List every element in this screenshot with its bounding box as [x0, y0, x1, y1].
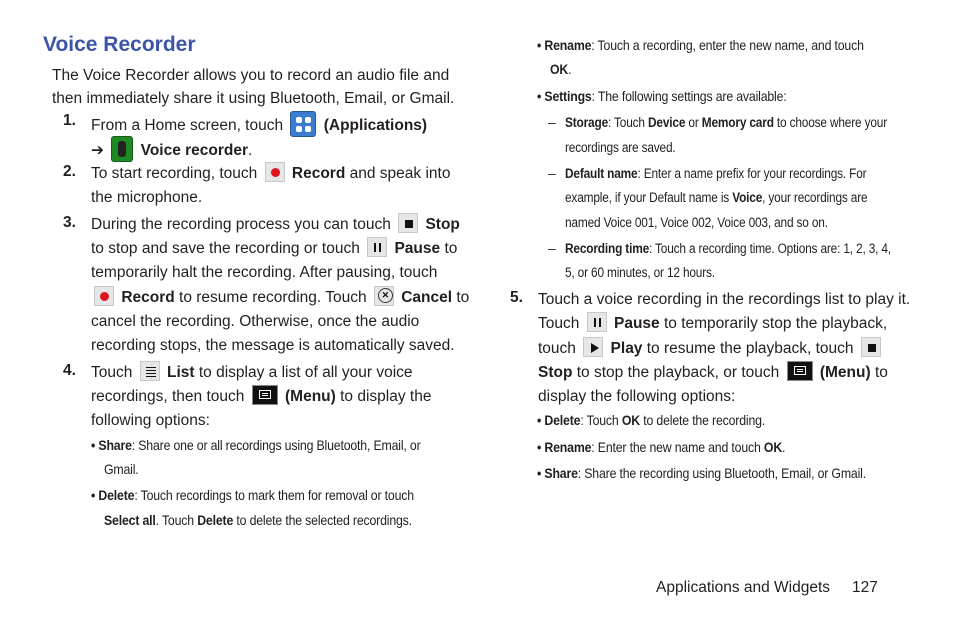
step-1-voice-recorder-label: Voice recorder — [140, 142, 249, 159]
rename-text: : Enter the new name and touch — [591, 439, 761, 455]
arrow-icon: ➔ — [91, 142, 104, 159]
step-2-text-2: and speak into — [349, 165, 451, 182]
delete-label: Delete — [98, 487, 135, 503]
dash: – — [548, 165, 556, 181]
menu-icon — [787, 361, 813, 381]
delete-text-2: . Touch — [155, 512, 194, 528]
storage-text-4: recordings are saved. — [565, 140, 676, 155]
recording-time-text: : Touch a recording time. Options are: 1, 2, 3, 4, — [649, 241, 891, 256]
step-3-line-1 — [91, 213, 460, 237]
record-icon — [94, 286, 114, 306]
record-label: Record — [121, 289, 175, 306]
default-name-text: : Enter a name prefix for your recordings. For — [637, 166, 867, 181]
step-2-line-2: the microphone. — [91, 189, 203, 206]
step-1-text: From a Home screen, touch — [91, 117, 284, 134]
rename-text: : Touch a recording, enter the new name, and touch — [591, 37, 864, 53]
storage-line-2 — [565, 135, 691, 160]
period: . — [782, 439, 786, 455]
page-number: 127 — [852, 579, 878, 596]
stop-label: Stop — [425, 216, 460, 233]
intro-line-2: then immediately share it using Bluetooth, Email, or Gmail. — [52, 90, 455, 107]
delete-text: : Touch — [580, 412, 619, 428]
step-3-number: 3. — [63, 214, 76, 231]
storage-line-1 — [565, 110, 931, 135]
pause-icon — [367, 237, 387, 257]
step-3-text-4: to resume recording. Touch — [179, 289, 367, 306]
step-4-text: Touch — [91, 364, 133, 381]
option-delete-line-1 — [91, 483, 458, 508]
share-label: Share — [544, 465, 578, 481]
step-3-line-4 — [91, 286, 469, 310]
recording-time-line-2 — [565, 260, 735, 285]
rename-label: Rename — [544, 37, 592, 53]
step-4-text-4: to display the — [340, 388, 432, 405]
bullet: • — [537, 465, 542, 481]
option-rename-line-1 — [537, 33, 908, 58]
step-5-line-1: Touch a voice recording in the recordings list to play it. — [538, 291, 911, 308]
step-3-line-2 — [91, 237, 457, 261]
record-icon — [265, 162, 285, 182]
list-label: List — [167, 364, 195, 381]
step-1-number: 1. — [63, 112, 76, 129]
step-3-text-3: to — [444, 240, 458, 257]
cancel-icon — [374, 286, 394, 306]
step-4-number: 4. — [63, 362, 76, 379]
bullet: • — [537, 88, 542, 104]
step-1-line-1 — [91, 111, 427, 138]
default-name-text-4: named Voice 001, Voice 002, Voice 003, and so on. — [565, 215, 828, 230]
step-3-text-2: to stop and save the recording or touch — [91, 240, 360, 257]
step-5-line-5: display the following options: — [538, 388, 736, 405]
storage-text-3: to choose where your — [776, 115, 887, 130]
settings-label: Settings — [544, 88, 592, 104]
intro-line-1: The Voice Recorder allows you to record an audio file and — [52, 67, 450, 84]
pause-label: Pause — [614, 315, 660, 332]
delete-text-3: to delete the selected recordings. — [236, 512, 412, 528]
step-2-text: To start recording, touch — [91, 165, 258, 182]
step-2-number: 2. — [63, 163, 76, 180]
voice-recorder-icon — [111, 136, 133, 162]
default-name-text-3: , your recordings are — [762, 190, 868, 205]
step-4-line-2 — [91, 385, 431, 409]
share-text: : Share the recording using Bluetooth, Email, or Gmail. — [577, 465, 866, 481]
menu-icon — [252, 385, 278, 405]
default-name-label: Default name — [565, 166, 638, 181]
step-5-text-4: to resume the playback, touch — [646, 340, 854, 357]
ok-label: OK — [621, 412, 641, 428]
share-text: : Share one or all recordings using Bluetooth, Email, or — [131, 437, 421, 453]
step-5-text-5: to stop the playback, or touch — [576, 364, 780, 381]
play-label: Play — [610, 340, 643, 357]
dash: – — [548, 240, 556, 256]
recording-time-label: Recording time — [565, 241, 650, 256]
option-share-line-2 — [104, 457, 143, 482]
step-3-text-5: to — [456, 289, 470, 306]
step-5-text-3: touch — [538, 340, 576, 357]
bullet: • — [537, 37, 542, 53]
pause-label: Pause — [394, 240, 441, 257]
period: . — [568, 61, 572, 77]
step-1-applications-label: (Applications) — [323, 117, 428, 134]
step-2-line-1 — [91, 162, 450, 186]
delete-text: : Touch recordings to mark them for removal or touch — [134, 487, 414, 503]
storage-text-2: or — [688, 115, 699, 130]
pause-icon — [587, 312, 607, 332]
menu-label: (Menu) — [819, 364, 871, 381]
storage-label: Storage — [565, 115, 609, 130]
step-1-line-2 — [91, 136, 252, 163]
play-icon — [583, 337, 603, 357]
step-4-line-1 — [91, 361, 413, 385]
voice-label: Voice — [732, 190, 763, 205]
step-5-line-2 — [538, 312, 887, 336]
step-4-line-3: following options: — [91, 412, 210, 429]
memory-card-label: Memory card — [701, 115, 774, 130]
option5-rename — [537, 435, 819, 460]
bullet: • — [91, 437, 96, 453]
share-label: Share — [98, 437, 132, 453]
option5-share — [537, 461, 911, 486]
recording-time-text-2: 5, or 60 minutes, or 12 hours. — [565, 265, 715, 280]
rename-label: Rename — [544, 439, 592, 455]
page-title: Voice Recorder — [43, 33, 196, 56]
ok-label: OK — [763, 439, 783, 455]
record-label: Record — [291, 165, 346, 182]
menu-label: (Menu) — [285, 388, 336, 405]
select-all-label: Select all — [104, 512, 156, 528]
list-icon — [140, 361, 160, 381]
recording-time-line-1 — [565, 236, 935, 261]
delete-label-2: Delete — [197, 512, 234, 528]
step-4-text-2: to display a list of all your voice — [198, 364, 413, 381]
ok-label: OK — [550, 61, 569, 77]
step-5-text-2: to temporarily stop the playback, — [663, 315, 888, 332]
dash: – — [548, 114, 556, 130]
default-name-text-2: example, if your Default name is — [565, 190, 730, 205]
applications-icon — [290, 111, 316, 137]
step-4-text-3: recordings, then touch — [91, 388, 245, 405]
default-name-line-1 — [565, 161, 908, 186]
period: . — [248, 142, 253, 159]
footer-section: Applications and Widgets — [656, 579, 831, 596]
settings-text: : The following settings are available: — [591, 88, 787, 104]
default-name-line-2 — [565, 185, 909, 210]
delete-text-2: to delete the recording. — [643, 412, 766, 428]
share-text-2: Gmail. — [104, 461, 139, 477]
cancel-label: Cancel — [401, 289, 453, 306]
delete-label: Delete — [544, 412, 581, 428]
option-share-line-1 — [91, 433, 465, 458]
stop-icon — [398, 213, 418, 233]
step-5-text-6: to — [874, 364, 888, 381]
option5-delete — [537, 408, 796, 433]
option-settings — [537, 84, 821, 109]
option-delete-line-2 — [104, 508, 454, 533]
step-3-text: During the recording process you can touch — [91, 216, 391, 233]
step-3-line-6: recording stops, the message is automatically saved. — [91, 337, 455, 354]
step-3-line-3: temporarily halt the recording. After pausing, touch — [91, 264, 438, 281]
bullet: • — [537, 412, 542, 428]
step-5-line-4 — [538, 361, 888, 385]
option-rename-line-2 — [550, 57, 574, 82]
stop-icon — [861, 337, 881, 357]
bullet: • — [537, 439, 542, 455]
step-3-line-5: cancel the recording. Otherwise, once the audio — [91, 313, 420, 330]
storage-text: : Touch — [608, 115, 645, 130]
step-5-line-3 — [538, 337, 884, 361]
step-5-number: 5. — [510, 289, 523, 306]
bullet: • — [91, 487, 96, 503]
default-name-line-3 — [565, 210, 864, 235]
device-label: Device — [648, 115, 686, 130]
stop-label: Stop — [538, 364, 573, 381]
step-5-text: Touch — [538, 315, 580, 332]
